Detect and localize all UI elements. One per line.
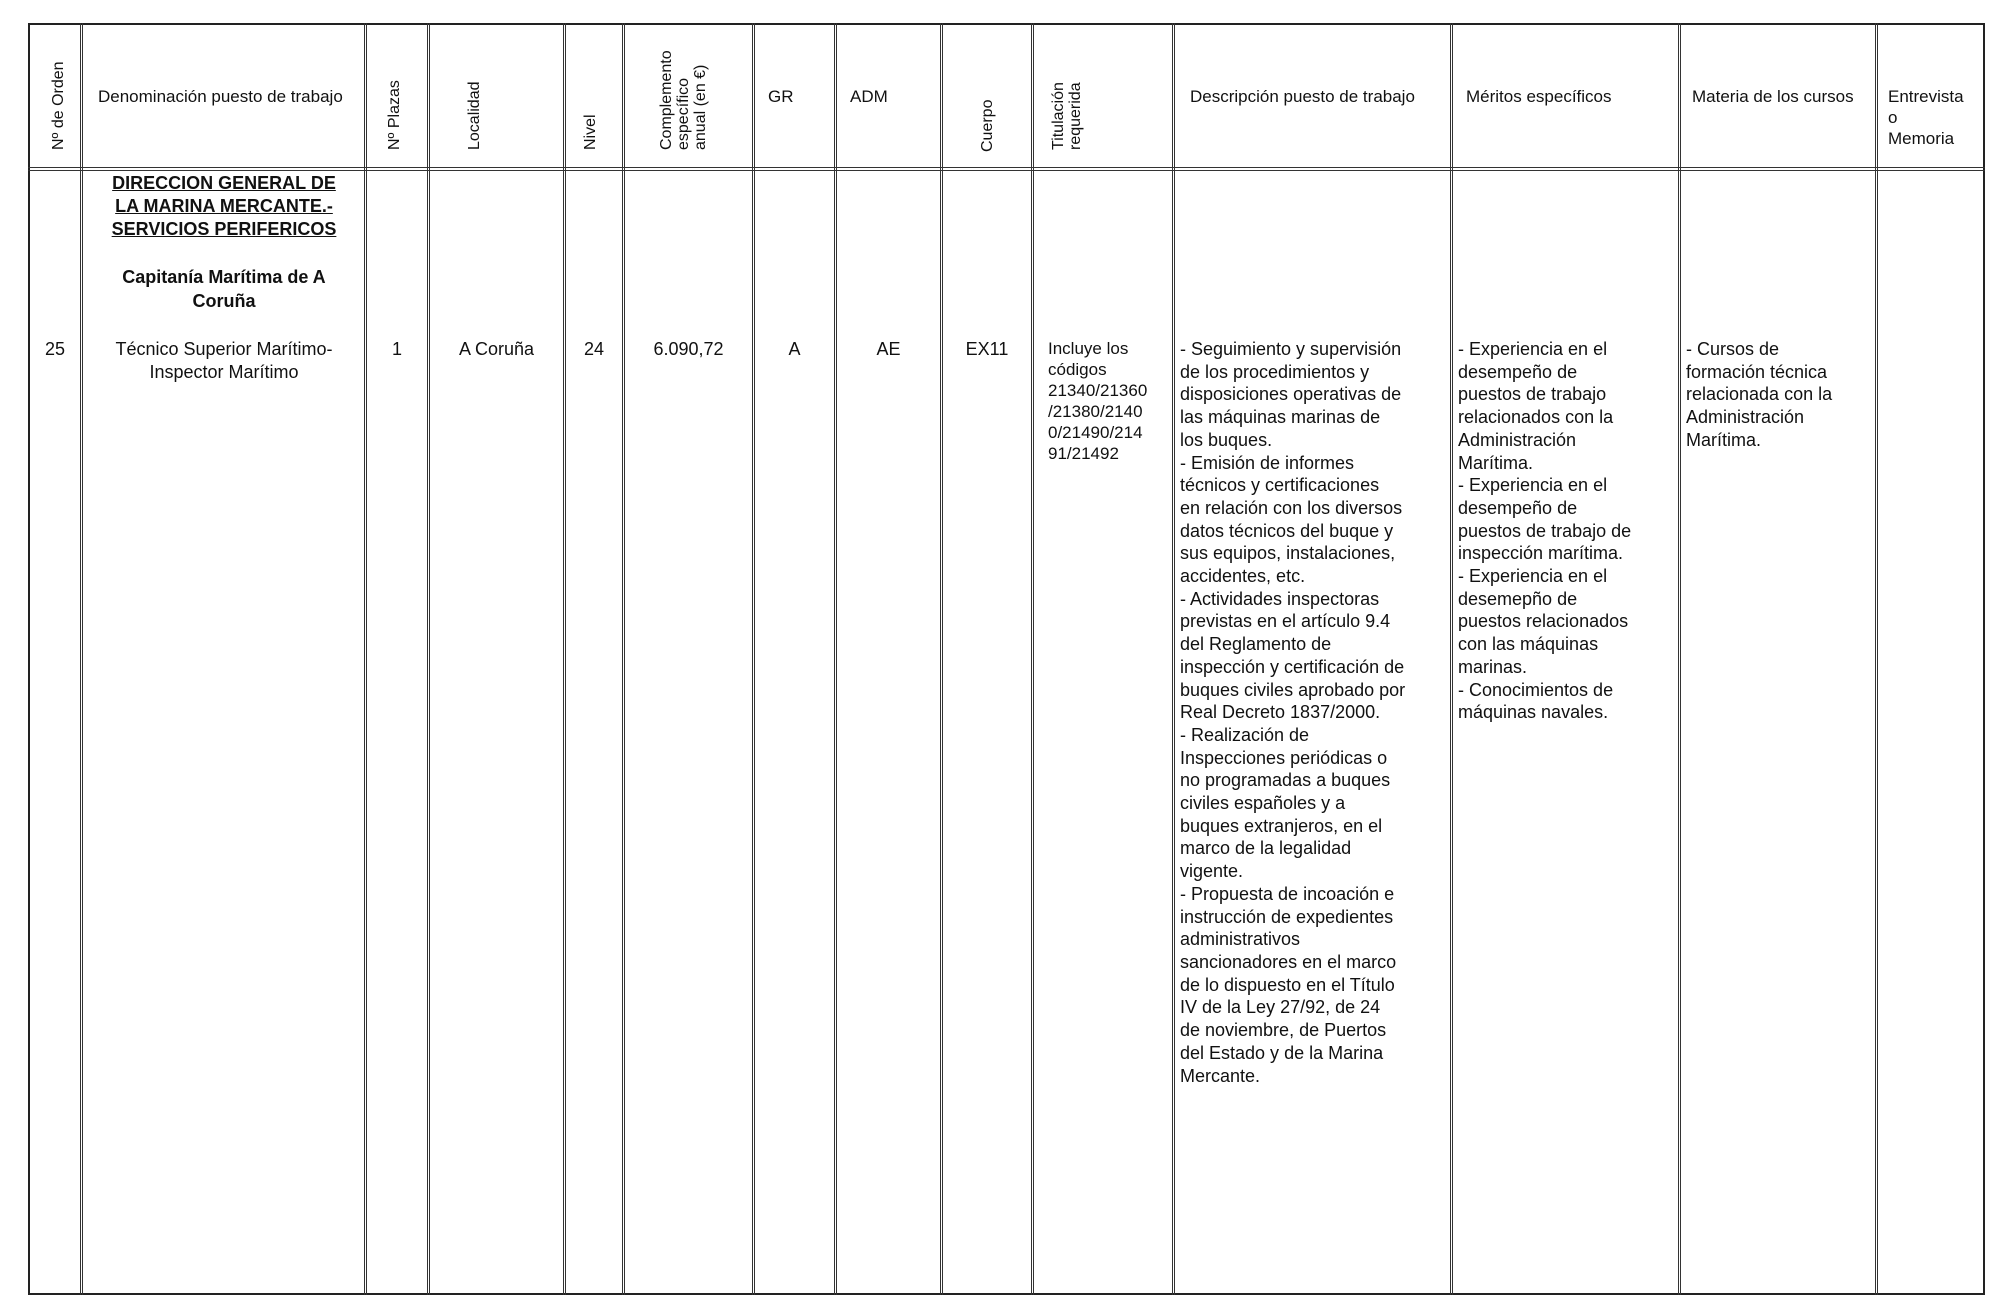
header-cuerpo: Cuerpo <box>979 99 996 152</box>
header-titulacion-line: Titulación <box>1050 82 1067 150</box>
cell-descripcion-line: buques civiles aprobado por <box>1180 679 1406 700</box>
section-subtitle-line: Coruña <box>192 291 256 311</box>
cell-descripcion-line: Mercante. <box>1180 1065 1261 1086</box>
cell-meritos-line: máquinas navales. <box>1458 702 1609 723</box>
column-divider <box>940 23 943 1295</box>
cell-descripcion-line: accidentes, etc. <box>1180 566 1306 587</box>
header-complemento-line: Complemento <box>658 50 675 150</box>
cell-descripcion-line: del Reglamento de <box>1180 634 1332 655</box>
cell-descripcion-line: disposiciones operativas de <box>1180 384 1402 405</box>
cell-descripcion-line: vigente. <box>1180 861 1244 882</box>
header-titulacion-line: requerida <box>1067 82 1084 150</box>
column-divider <box>80 23 83 1295</box>
header-orden: Nº de Orden <box>50 61 67 150</box>
column-divider <box>427 23 430 1295</box>
cell-descripcion-line: sancionadores en el marco <box>1180 951 1397 972</box>
section-title-line: SERVICIOS PERIFERICOS <box>111 219 337 239</box>
header-denominacion: Denominación puesto de trabajo <box>98 87 343 106</box>
cell-denominacion-line: Técnico Superior Marítimo- <box>115 339 333 359</box>
cell-titulacion <box>1040 338 1172 464</box>
cell-descripcion-line: civiles españoles y a <box>1180 793 1346 814</box>
column-divider <box>1678 23 1681 1295</box>
cell-nivel: 24 <box>583 339 605 359</box>
cell-meritos-line: - Experiencia en el <box>1458 566 1608 587</box>
cell-descripcion-line: - Realización de <box>1180 724 1310 745</box>
column-divider <box>1172 23 1175 1295</box>
header-entrevista-line: Entrevista <box>1888 87 1964 106</box>
header-entrevista-line: o <box>1888 108 1898 127</box>
section-title-line: DIRECCION GENERAL DE <box>112 173 336 193</box>
header-localidad: Localidad <box>466 81 483 150</box>
section-title <box>84 172 364 241</box>
cell-titulacion-line: 0/21490/214 <box>1048 423 1143 442</box>
cell-descripcion-line: en relación con los diversos <box>1180 497 1403 518</box>
cell-gr: A <box>788 339 801 359</box>
section-subtitle-line: Capitanía Marítima de A <box>122 267 326 287</box>
cell-meritos-line: puestos de trabajo de <box>1458 520 1632 541</box>
cell-descripcion-line: Inspecciones periódicas o <box>1180 747 1388 768</box>
cell-descripcion-line: de los procedimientos y <box>1180 361 1370 382</box>
cell-descripcion-line: administrativos <box>1180 929 1301 950</box>
cell-descripcion-line: las máquinas marinas de <box>1180 407 1381 428</box>
cell-descripcion-line: Real Decreto 1837/2000. <box>1180 702 1381 723</box>
cell-meritos-line: desemepño de <box>1458 588 1578 609</box>
cell-plazas: 1 <box>391 339 402 359</box>
header-complemento <box>658 50 709 150</box>
cell-meritos-line: inspección marítima. <box>1458 543 1624 564</box>
column-divider <box>752 23 755 1295</box>
cell-localidad: A Coruña <box>458 339 535 359</box>
cell-adm: AE <box>876 339 901 359</box>
cell-materia-line: - Cursos de <box>1686 339 1780 359</box>
cell-titulacion-line: Incluye los <box>1048 339 1129 358</box>
cell-complemento: 6.090,72 <box>653 339 724 359</box>
cell-descripcion-line: sus equipos, instalaciones, <box>1180 543 1396 564</box>
section-title-line: LA MARINA MERCANTE.- <box>115 196 333 216</box>
cell-cuerpo: EX11 <box>965 339 1009 359</box>
column-divider <box>1450 23 1453 1295</box>
cell-meritos-line: Administración <box>1458 429 1577 450</box>
cell-descripcion-line: marco de la legalidad <box>1180 838 1352 859</box>
cell-descripcion-line: - Emisión de informes <box>1180 452 1355 473</box>
cell-denominacion-line: Inspector Marítimo <box>149 361 299 382</box>
header-adm: ADM <box>850 87 888 106</box>
cell-descripcion <box>1180 338 1450 1087</box>
column-divider <box>834 23 837 1295</box>
header-gr: GR <box>768 87 794 106</box>
cell-meritos-line: - Experiencia en el <box>1458 339 1608 359</box>
header-complemento-line: anual (en €) <box>692 64 709 150</box>
column-divider <box>1875 23 1878 1295</box>
cell-descripcion-line: previstas en el artículo 9.4 <box>1180 611 1391 632</box>
column-divider <box>622 23 625 1295</box>
cell-meritos-line: puestos de trabajo <box>1458 384 1607 405</box>
cell-meritos <box>1458 338 1678 724</box>
cell-meritos-line: con las máquinas <box>1458 634 1599 655</box>
cell-titulacion-line: 91/21492 <box>1048 444 1119 463</box>
header-meritos: Méritos específicos <box>1466 87 1612 106</box>
header-divider <box>28 167 1985 171</box>
header-entrevista-line: Memoria <box>1888 129 1955 148</box>
cell-meritos-line: - Experiencia en el <box>1458 475 1608 496</box>
column-divider <box>1031 23 1034 1295</box>
header-nivel: Nivel <box>582 114 599 150</box>
cell-descripcion-line: de lo dispuesto en el Título <box>1180 974 1395 995</box>
header-entrevista <box>1882 86 1985 149</box>
header-titulacion <box>1050 82 1084 150</box>
cell-descripcion-line: buques extranjeros, en el <box>1180 815 1383 836</box>
cell-meritos-line: desempeño de <box>1458 497 1578 518</box>
cell-meritos-line: marinas. <box>1458 656 1528 677</box>
header-complemento-line: específico <box>675 77 692 150</box>
cell-meritos-line: relacionados con la <box>1458 407 1614 428</box>
cell-orden: 25 <box>44 339 66 359</box>
cell-materia-line: relacionada con la <box>1686 384 1833 405</box>
cell-denominacion <box>84 338 364 383</box>
cell-meritos-line: Marítima. <box>1458 452 1534 473</box>
cell-descripcion-line: no programadas a buques <box>1180 770 1391 791</box>
cell-titulacion-line: /21380/2140 <box>1048 402 1143 421</box>
cell-meritos-line: desempeño de <box>1458 361 1578 382</box>
header-plazas: Nº Plazas <box>386 80 403 150</box>
header-descripcion: Descripción puesto de trabajo <box>1190 87 1415 106</box>
cell-descripcion-line: IV de la Ley 27/92, de 24 <box>1180 997 1381 1018</box>
cell-materia <box>1686 338 1876 452</box>
cell-titulacion-line: 21340/21360 <box>1048 381 1148 400</box>
column-divider <box>563 23 566 1295</box>
cell-meritos-line: - Conocimientos de <box>1458 679 1614 700</box>
cell-materia-line: Administración <box>1686 407 1805 428</box>
cell-descripcion-line: inspección y certificación de <box>1180 656 1405 677</box>
cell-descripcion-line: técnicos y certificaciones <box>1180 475 1380 496</box>
cell-descripcion-line: de noviembre, de Puertos <box>1180 1020 1387 1041</box>
cell-titulacion-line: códigos <box>1048 360 1107 379</box>
header-materia: Materia de los cursos <box>1692 87 1854 106</box>
column-divider <box>364 23 367 1295</box>
cell-descripcion-line: - Propuesta de incoación e <box>1180 883 1395 904</box>
section-subtitle <box>84 265 364 313</box>
cell-materia-line: formación técnica <box>1686 361 1828 382</box>
cell-descripcion-line: instrucción de expedientes <box>1180 906 1394 927</box>
cell-meritos-line: puestos relacionados <box>1458 611 1629 632</box>
cell-descripcion-line: datos técnicos del buque y <box>1180 520 1394 541</box>
cell-descripcion-line: - Seguimiento y supervisión <box>1180 339 1402 359</box>
cell-descripcion-line: del Estado y de la Marina <box>1180 1042 1384 1063</box>
cell-descripcion-line: los buques. <box>1180 429 1273 450</box>
cell-materia-line: Marítima. <box>1686 429 1762 450</box>
cell-descripcion-line: - Actividades inspectoras <box>1180 588 1380 609</box>
